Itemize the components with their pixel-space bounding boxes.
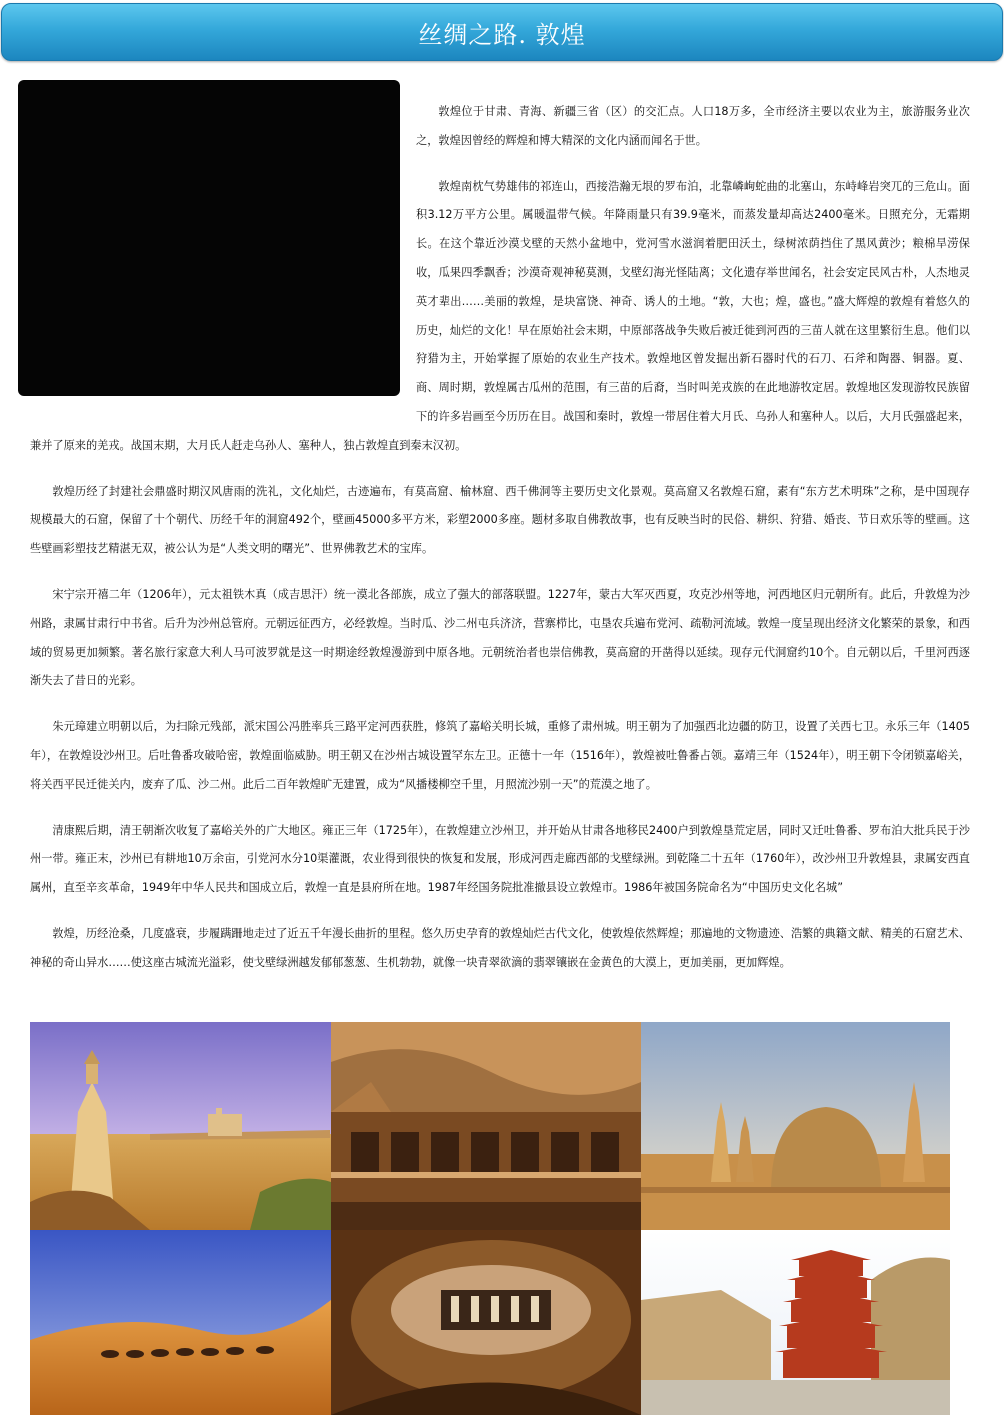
paragraph-qing-dynasty: 清康熙后期，清王朝渐次收复了嘉峪关外的广大地区。雍正三年（1725年），在敦煌建立沙州卫，并开始从甘肃各地移民2400户到敦煌垦荒定居，同时又迁吐鲁番、罗布泊大批兵民于沙州一带。雍正末，沙州已有耕地10万余亩，引党河水分10渠灌溉，农业得到很快的恢复和发展，形成河西走廊西部的戈壁绿洲。到乾隆二十五年（1760年），改沙州卫升敦煌县，隶属安西直属州，直至辛亥革命，1949年中华人民共和国成立后，敦煌一直是县府所在地。1987年经国务院批准撤县设立敦煌市。1986年被国务院命名为“中国历史文化名城” xyxy=(30,823,970,895)
photo-desert-stupa xyxy=(30,1022,331,1230)
paragraph-geography-history: 敦煌南枕气势雄伟的祁连山，西接浩瀚无垠的罗布泊，北靠嶙峋蛇曲的北塞山，东峙峰岩突兀的三危山。面积3.12万平方公里。属暖温带气候。年降雨量只有39.9毫米，而蒸发量却高达2400毫米。日照充分，无霜期长。在这个靠近沙漠戈壁的天然小盆地中，党河雪水滋润着肥田沃土，绿树浓荫挡住了黑风黄沙；粮棉旱涝保收，瓜果四季飘香；沙漠奇观神秘莫测，戈壁幻海光怪陆离；文化遗存举世闻名，社会安定民风古朴，人杰地灵英才辈出……美丽的敦煌，是块富饶、神奇、诱人的土地。“敦，大也；煌，盛也。”盛大辉煌的敦煌有着悠久的历史，灿烂的文化！早在原始社会末期，中原部落战争失败后被迁徙到河西的三苗人就在这里繁衍生息。他们以狩猎为主，开始掌握了原始的农业生产技术。敦煌地区曾发掘出新石器时代的石刀、石斧和陶器、铜器。夏、商、周时期，敦煌属古瓜州的范围，有三苗的后裔，当时叫羌戎族的在此地游牧定居。敦煌地区发现游牧民族留下的许多岩画至今历历在目。战国和秦时，敦煌一带居住着大月氏、乌孙人和塞种人。以后，大月氏强盛起来，兼并了原来的羌戎。战国末期，大月氏人赶走乌孙人、塞种人，独占敦煌直到秦末汉初。 xyxy=(30,179,970,452)
paragraph-yuan-dynasty: 宋宁宗开禧二年（1206年），元太祖铁木真（成吉思汗）统一漠北各部族，成立了强大的部落联盟。1227年，蒙古大军灭西夏，攻克沙州等地，河西地区归元朝所有。此后，升敦煌为沙州路，隶属甘肃行中书省。后升为沙州总管府。元朝远征西方，必经敦煌。当时瓜、沙二州屯兵济济，营寨栉比，屯垦农兵遍布党河、疏勒河流域。敦煌一度呈现出经济文化繁荣的景象，和西域的贸易更加频繁。著名旅行家意大利人马可波罗就是这一时期途经敦煌漫游到中原各地。元朝统治者也崇信佛教，莫高窟的开凿得以延续。现存元代洞窟约10个。自元朝以后，千里河西逐渐失去了昔日的光彩。 xyxy=(30,587,970,688)
photo-cave-interior xyxy=(331,1230,641,1415)
photo-mogao-grotto-facade xyxy=(331,1022,641,1230)
photo-gallery xyxy=(30,1022,950,1415)
paragraph-mogao-caves: 敦煌历经了封建社会鼎盛时期汉风唐雨的洗礼，文化灿烂，古迹遍布，有莫高窟、榆林窟、西千佛洞等主要历史文化景观。莫高窟又名敦煌石窟，素有“东方艺术明珠”之称，是中国现存规模最大的石窟，保留了十个朝代、历经千年的洞窟492个，壁画45000多平方米，彩塑2000多座。题材多取自佛教故事，也有反映当时的民俗、耕织、狩猎、婚丧、节日欢乐等的壁画。这些壁画彩塑技艺精湛无双，被公认为是“人类文明的曙光”、世界佛教艺术的宝库。 xyxy=(30,484,970,556)
paragraph-ming-dynasty: 朱元璋建立明朝以后，为扫除元残部，派宋国公冯胜率兵三路平定河西获胜，修筑了嘉峪关明长城，重修了肃州城。明王朝为了加强西北边疆的防卫，设置了关西七卫。永乐三年（1405年），在敦煌设沙州卫。后吐鲁番攻破哈密，敦煌面临威胁。明王朝又在沙州古城设置罕东左卫。正德十一年（1516年），敦煌被吐鲁番占领。嘉靖三年（1524年），明王朝下令闭锁嘉峪关，将关西平民迁徙关内，废弃了瓜、沙二州。此后二百年敦煌旷无建置，成为“风播楼柳空千里，月照流沙别一天”的荒漠之地了。 xyxy=(30,720,970,791)
paragraph-conclusion: 敦煌，历经沧桑，几度盛衰，步履蹒跚地走过了近五千年漫长曲折的里程。悠久历史孕育的敦煌灿烂古代文化，使敦煌依然辉煌；那遍地的文物遗迹、浩繁的典籍文献、精美的石窟艺术、神秘的奇山异水……使这座古城流光溢彩，使戈壁绿洲越发郁郁葱葱、生机勃勃，就像一块青翠欲滴的翡翠镶嵌在金黄色的大漠上，更加美丽，更加辉煌。 xyxy=(30,926,970,969)
lead-image xyxy=(18,80,400,396)
title-banner xyxy=(1,3,1003,61)
photo-stupas-and-dome xyxy=(641,1022,950,1230)
photo-nine-storey-pagoda xyxy=(641,1230,950,1415)
page-title: 丝绸之路. 敦煌 xyxy=(418,20,586,49)
paragraph-intro: 敦煌位于甘肃、青海、新疆三省（区）的交汇点。人口18万多，全市经济主要以农业为主，旅游服务业次之，敦煌因曾经的辉煌和博大精深的文化内涵而闻名于世。 xyxy=(416,105,970,147)
article-body xyxy=(30,80,970,995)
photo-camel-caravan xyxy=(30,1230,331,1415)
